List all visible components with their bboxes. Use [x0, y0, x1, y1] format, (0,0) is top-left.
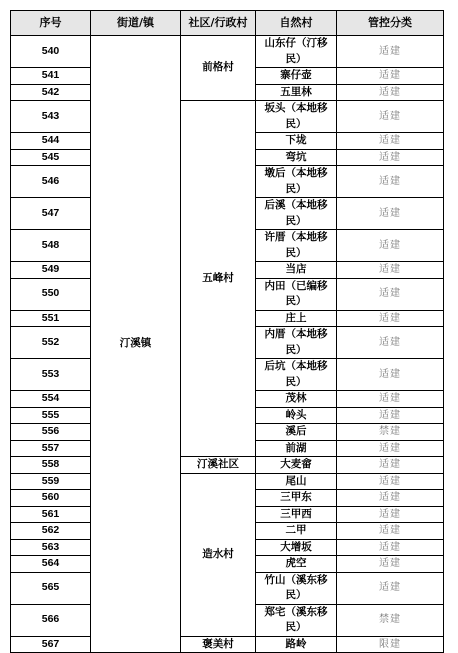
- village-cell: 大增坂: [256, 539, 337, 556]
- village-cell: 后坑（本地移民）: [256, 359, 337, 391]
- village-cell: 岭头: [256, 407, 337, 424]
- table-row: [11, 101, 444, 133]
- village-cell: 二甲: [256, 523, 337, 540]
- village-cell: 路岭: [256, 636, 337, 653]
- control-cell: 适建: [337, 84, 444, 101]
- control-cell: 适建: [337, 523, 444, 540]
- seq-cell: 564: [11, 556, 91, 573]
- community-cell: 褒美村: [181, 636, 256, 653]
- control-cell: 适建: [337, 230, 444, 262]
- seq-cell: 548: [11, 230, 91, 262]
- table-row: [11, 636, 444, 653]
- village-cell: 五里林: [256, 84, 337, 101]
- village-cell: 尾山: [256, 473, 337, 490]
- seq-cell: 567: [11, 636, 91, 653]
- control-cell: 适建: [337, 166, 444, 198]
- control-cell: 适建: [337, 359, 444, 391]
- village-cell: 郑宅（溪东移民）: [256, 604, 337, 636]
- seq-cell: 546: [11, 166, 91, 198]
- control-cell: 适建: [337, 457, 444, 474]
- village-cell: 坂头（本地移民）: [256, 101, 337, 133]
- control-cell: 适建: [337, 473, 444, 490]
- seq-cell: 557: [11, 440, 91, 457]
- control-cell: 适建: [337, 506, 444, 523]
- community-cell: 造水村: [181, 473, 256, 636]
- table-row: [11, 457, 444, 474]
- village-cell: 内厝（本地移民）: [256, 327, 337, 359]
- control-cell: 适建: [337, 68, 444, 85]
- community-cell: 汀溪社区: [181, 457, 256, 474]
- village-cell: 寨仔壶: [256, 68, 337, 85]
- table-header-row: [11, 11, 444, 36]
- seq-cell: 561: [11, 506, 91, 523]
- seq-cell: 563: [11, 539, 91, 556]
- seq-cell: 565: [11, 572, 91, 604]
- seq-cell: 550: [11, 278, 91, 310]
- village-cell: 许厝（本地移民）: [256, 230, 337, 262]
- village-cell: 弯坑: [256, 149, 337, 166]
- seq-cell: 551: [11, 310, 91, 327]
- header-street: 街道/镇: [91, 11, 181, 36]
- seq-cell: 559: [11, 473, 91, 490]
- seq-cell: 545: [11, 149, 91, 166]
- control-cell: 适建: [337, 198, 444, 230]
- seq-cell: 552: [11, 327, 91, 359]
- seq-cell: 566: [11, 604, 91, 636]
- control-cell: 适建: [337, 407, 444, 424]
- control-cell: 适建: [337, 310, 444, 327]
- village-cell: 前湖: [256, 440, 337, 457]
- seq-cell: 542: [11, 84, 91, 101]
- seq-cell: 553: [11, 359, 91, 391]
- seq-cell: 554: [11, 391, 91, 408]
- control-cell: 适建: [337, 327, 444, 359]
- control-cell: 适建: [337, 490, 444, 507]
- table-row: [11, 473, 444, 490]
- seq-cell: 560: [11, 490, 91, 507]
- control-cell: 适建: [337, 391, 444, 408]
- control-cell: 适建: [337, 262, 444, 279]
- seq-cell: 556: [11, 424, 91, 441]
- village-cell: 虎空: [256, 556, 337, 573]
- control-cell: 适建: [337, 572, 444, 604]
- village-control-table: [10, 10, 444, 653]
- community-cell: 前格村: [181, 36, 256, 101]
- seq-cell: 541: [11, 68, 91, 85]
- village-cell: 溪后: [256, 424, 337, 441]
- control-cell: 适建: [337, 101, 444, 133]
- village-cell: 后溪（本地移民）: [256, 198, 337, 230]
- village-cell: 茂林: [256, 391, 337, 408]
- control-cell: 适建: [337, 149, 444, 166]
- seq-cell: 562: [11, 523, 91, 540]
- village-cell: 墩后（本地移民）: [256, 166, 337, 198]
- seq-cell: 549: [11, 262, 91, 279]
- village-cell: 三甲西: [256, 506, 337, 523]
- village-cell: 庄上: [256, 310, 337, 327]
- seq-cell: 543: [11, 101, 91, 133]
- header-control: 管控分类: [337, 11, 444, 36]
- village-cell: 大麦畲: [256, 457, 337, 474]
- header-village: 自然村: [256, 11, 337, 36]
- table-row: [11, 36, 444, 68]
- control-cell: 适建: [337, 36, 444, 68]
- control-cell: 禁建: [337, 604, 444, 636]
- village-cell: 三甲东: [256, 490, 337, 507]
- control-cell: 适建: [337, 539, 444, 556]
- seq-cell: 547: [11, 198, 91, 230]
- control-cell: 禁建: [337, 424, 444, 441]
- seq-cell: 540: [11, 36, 91, 68]
- community-cell: 五峰村: [181, 101, 256, 457]
- village-cell: 内田（已编移民）: [256, 278, 337, 310]
- village-cell: 竹山（溪东移民）: [256, 572, 337, 604]
- seq-cell: 555: [11, 407, 91, 424]
- header-community: 社区/行政村: [181, 11, 256, 36]
- village-cell: 当店: [256, 262, 337, 279]
- control-cell: 适建: [337, 278, 444, 310]
- village-cell: 下垅: [256, 133, 337, 150]
- village-cell: 山东仔（汀移民）: [256, 36, 337, 68]
- street-cell: 汀溪镇: [91, 36, 181, 653]
- control-cell: 限建: [337, 636, 444, 653]
- seq-cell: 544: [11, 133, 91, 150]
- control-cell: 适建: [337, 133, 444, 150]
- control-cell: 适建: [337, 556, 444, 573]
- header-seq: 序号: [11, 11, 91, 36]
- control-cell: 适建: [337, 440, 444, 457]
- seq-cell: 558: [11, 457, 91, 474]
